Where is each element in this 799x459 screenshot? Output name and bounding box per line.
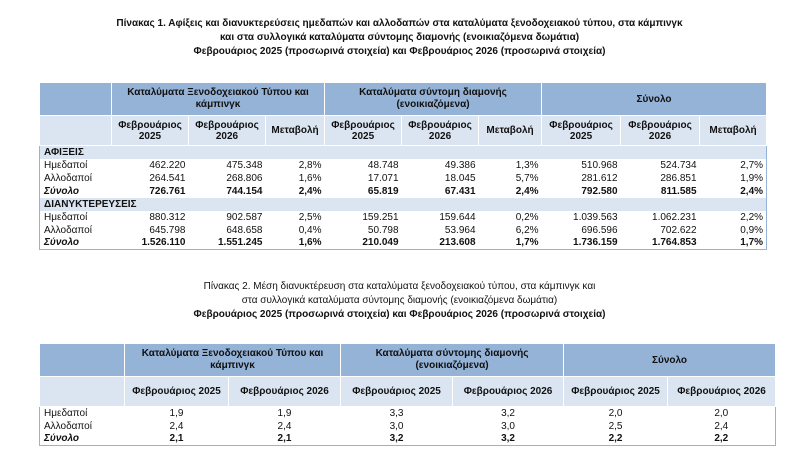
table-cell: 0,4% [298, 224, 322, 236]
table-cell: 3,2 [501, 407, 515, 419]
table2-title [0, 280, 799, 322]
table-cell: 213.608 [439, 237, 476, 249]
table-cell: 3,0 [389, 420, 404, 432]
table-cell: 2,2 [608, 433, 623, 445]
subheader-feb-2026: Φεβρουάριος 2026 [402, 116, 479, 146]
subheader-feb-2025: Φεβρουάριος 2025 [112, 116, 189, 146]
table1-title-line3: Φεβρουάριος 2025 (προσωρινά στοιχεία) και Φεβρουάριος 2026 (προσωρινά στοιχεία) [193, 46, 606, 57]
table-cell: 159.644 [439, 211, 476, 223]
section-label: ΔΙΑΝΥΚΤΕΡΕΥΣΕΙΣ [40, 198, 767, 211]
table-row [40, 407, 776, 420]
table-cell: 696.596 [581, 224, 618, 236]
subheader-feb-2026: Φεβρουάριος 2026 [668, 377, 776, 407]
table1-title [0, 17, 799, 59]
table-cell: 1.039.563 [573, 211, 618, 223]
subheader-feb-2026: Φεβρουάριος 2026 [453, 377, 564, 407]
table-cell: 1.062.231 [652, 211, 697, 223]
group-header-total: Σύνολο [542, 83, 767, 116]
table-cell: 48.748 [367, 159, 399, 171]
table-cell: 3,2 [389, 433, 404, 445]
row-label: Αλλοδαποί [44, 224, 92, 236]
section-label: ΑΦΙΞΕΙΣ [40, 146, 767, 159]
subheader-change: Μεταβολή [266, 116, 325, 146]
group-header-hotel: Καταλύματα Ξενοδοχειακού Τύπου και κάμπινγκ [125, 344, 341, 377]
subheader-corner [40, 377, 125, 407]
table-row [40, 433, 776, 446]
table-cell: 2,4% [298, 185, 322, 197]
table1 [39, 82, 767, 250]
table-cell: 1,9% [740, 172, 764, 184]
table-cell: 1.526.110 [141, 237, 186, 249]
table-cell: 159.251 [362, 211, 399, 223]
subheader-feb-2025: Φεβρουάριος 2025 [542, 116, 621, 146]
subheader-feb-2025: Φεβρουάριος 2025 [325, 116, 402, 146]
table-cell: 49.386 [444, 159, 476, 171]
table-cell: 3,0 [501, 420, 515, 432]
table-cell: 2,0 [714, 407, 729, 419]
table-row [40, 172, 767, 185]
table-cell: 1.736.159 [573, 237, 618, 249]
table-cell: 17.071 [367, 172, 399, 184]
subheader-change: Μεταβολή [479, 116, 542, 146]
subheader-feb-2026: Φεβρουάριος 2026 [189, 116, 266, 146]
table2-title-line1: Πίνακας 2. Μέση διανυκτέρευση στα καταλύματα ξενοδοχειακού τύπου, στα κάμπινγκ και [203, 281, 596, 292]
table-cell: 510.968 [581, 159, 618, 171]
row-label: Αλλοδαποί [44, 172, 92, 184]
table-cell: 210.049 [362, 237, 399, 249]
table1-title-line1: Πίνακας 1. Αφίξεις και διανυκτερεύσεις ημεδαπών και αλλοδαπών στα καταλύματα ξενοδοχειακού τύπου, στα κάμπινγκ [116, 18, 683, 29]
table-row [40, 211, 767, 224]
table-cell: 2,4 [714, 420, 729, 432]
row-label: Ημεδαποί [44, 407, 88, 419]
table2-title-line3: Φεβρουάριος 2025 (προσωρινά στοιχεία) και Φεβρουάριος 2026 (προσωρινά στοιχεία) [193, 309, 606, 320]
subheader-feb-2025: Φεβρουάριος 2025 [564, 377, 668, 407]
table-cell: 2,8% [298, 159, 322, 171]
table-cell: 2,2% [740, 211, 764, 223]
table-cell: 2,4 [169, 420, 184, 432]
table-cell: 268.806 [226, 172, 263, 184]
table-cell: 1.551.245 [218, 237, 263, 249]
table-cell: 2,7% [740, 159, 764, 171]
subheader-feb-2026: Φεβρουάριος 2026 [621, 116, 700, 146]
table-row [40, 237, 767, 250]
table-cell: 2,1 [169, 433, 184, 445]
table-cell: 1,6% [298, 237, 322, 249]
table-cell: 3,3 [389, 407, 404, 419]
table-cell: 18.045 [444, 172, 476, 184]
table-cell: 53.964 [444, 224, 476, 236]
table-cell: 2,0 [608, 407, 623, 419]
table-cell: 645.798 [149, 224, 186, 236]
table-cell: 1,9 [277, 407, 292, 419]
row-label: Σύνολο [44, 433, 80, 445]
subheader-feb-2025: Φεβρουάριος 2025 [341, 377, 453, 407]
table-row [40, 185, 767, 198]
table-cell: 2,5% [298, 211, 322, 223]
table-cell: 286.851 [660, 172, 697, 184]
table-cell: 2,4% [515, 185, 539, 197]
table-cell: 726.761 [149, 185, 186, 197]
subheader-change: Μεταβολή [700, 116, 767, 146]
table2-title-line2: στα συλλογικά καταλύματα σύντομης διαμονής (ενοικιαζόμενα δωμάτια) [241, 295, 558, 306]
table-cell: 702.622 [660, 224, 697, 236]
table-cell: 2,1 [277, 433, 292, 445]
table-cell: 880.312 [149, 211, 186, 223]
group-header-short-stay: Καταλύματα σύντομης διαμονής (ενοικιαζόμενα) [341, 344, 564, 377]
table-cell: 2,2 [714, 433, 729, 445]
table-cell: 65.819 [367, 185, 399, 197]
table-cell: 648.658 [226, 224, 263, 236]
group-header-total: Σύνολο [564, 344, 776, 377]
table-cell: 475.348 [226, 159, 263, 171]
table-cell: 1,7% [740, 237, 764, 249]
table-cell: 2,5 [608, 420, 623, 432]
row-label: Ημεδαποί [44, 159, 88, 171]
group-header-short-stay: Καταλύματα σύντομη διαμονής (ενοικιαζόμενα) [325, 83, 542, 116]
table-cell: 1,6% [298, 172, 322, 184]
table1-title-line2: και στα συλλογικά καταλύματα σύντομης διαμονής (ενοικιαζόμενα δωμάτια) [219, 32, 580, 43]
table-cell: 792.580 [581, 185, 618, 197]
table-cell: 5,7% [515, 172, 539, 184]
table-cell: 1,7% [515, 237, 539, 249]
table2 [39, 343, 776, 446]
row-label: Σύνολο [44, 237, 80, 249]
table-cell: 67.431 [444, 185, 476, 197]
table-cell: 744.154 [226, 185, 263, 197]
section-row [40, 146, 767, 159]
row-label: Ημεδαποί [44, 211, 88, 223]
table-cell: 0,2% [515, 211, 539, 223]
table-cell: 462.220 [149, 159, 186, 171]
table-cell: 1,9 [169, 407, 184, 419]
table-cell: 902.587 [226, 211, 263, 223]
subheader-feb-2026: Φεβρουάριος 2026 [229, 377, 341, 407]
header-corner [40, 83, 112, 116]
header-corner [40, 344, 125, 377]
table-cell: 2,4 [277, 420, 292, 432]
table-cell: 264.541 [149, 172, 186, 184]
row-label: Αλλοδαποί [44, 420, 92, 432]
table-cell: 3,2 [501, 433, 515, 445]
table-row [40, 159, 767, 172]
table-cell: 2,4% [740, 185, 764, 197]
subheader-corner [40, 116, 112, 146]
group-header-hotel: Καταλύματα Ξενοδοχειακού Τύπου και κάμπινγκ [112, 83, 325, 116]
table-cell: 6,2% [515, 224, 539, 236]
table-cell: 524.734 [660, 159, 697, 171]
table-row [40, 224, 767, 237]
table-row [40, 420, 776, 433]
table-cell: 1.764.853 [652, 237, 697, 249]
table-cell: 281.612 [581, 172, 618, 184]
row-label: Σύνολο [44, 185, 80, 197]
section-row [40, 198, 767, 211]
table-cell: 811.585 [660, 185, 697, 197]
table-cell: 1,3% [515, 159, 539, 171]
table-cell: 50.798 [367, 224, 399, 236]
table-cell: 0,9% [740, 224, 764, 236]
subheader-feb-2025: Φεβρουάριος 2025 [125, 377, 229, 407]
